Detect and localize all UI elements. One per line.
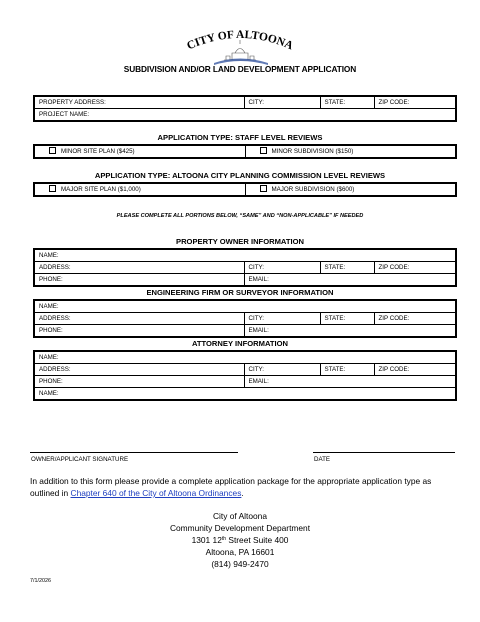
attorney-section-title: ATTORNEY INFORMATION (191, 339, 289, 348)
engineer-section-title: ENGINEERING FIRM OR SURVEYOR INFORMATION (146, 288, 334, 297)
checkbox-icon[interactable] (260, 185, 267, 192)
attorney-zip-field[interactable]: ZIP CODE: (374, 364, 456, 376)
owner-email-field[interactable]: EMAIL: (244, 274, 456, 287)
engineer-state-field[interactable]: STATE: (320, 313, 374, 325)
project-name-field[interactable]: PROJECT NAME: (34, 109, 456, 122)
checkbox-icon[interactable] (49, 185, 56, 192)
attorney-name-field[interactable]: NAME: (34, 351, 456, 364)
attorney-second-name-field[interactable]: NAME: (34, 388, 456, 401)
attorney-table (33, 350, 457, 401)
engineer-address-field[interactable]: ADDRESS: (34, 313, 244, 325)
engineer-phone-field[interactable]: PHONE: (34, 325, 244, 338)
owner-section-title: PROPERTY OWNER INFORMATION (176, 237, 304, 246)
engineer-name-field[interactable]: NAME: (34, 300, 456, 313)
city-logo-graphic (180, 20, 300, 70)
major-subdivision-option[interactable]: MAJOR SUBDIVISION ($600) (245, 183, 456, 196)
engineer-zip-field[interactable]: ZIP CODE: (374, 313, 456, 325)
attorney-email-field[interactable]: EMAIL: (244, 376, 456, 388)
engineer-table (33, 299, 457, 338)
document-title: SUBDIVISION AND/OR LAND DEVELOPMENT APPLICATION (123, 64, 357, 74)
state-field[interactable]: STATE: (320, 96, 374, 109)
logo-text: CITY OF ALTOONA (185, 28, 295, 53)
commission-review-title: APPLICATION TYPE: ALTOONA CITY PLANNING COMMISSION LEVEL REVIEWS (94, 171, 386, 180)
instruction-text: PLEASE COMPLETE ALL PORTIONS BELOW, “SAME” AND “NON-APPLICABLE” IF NEEDED (116, 213, 364, 219)
owner-city-field[interactable]: CITY: (244, 262, 320, 274)
owner-state-field[interactable]: STATE: (320, 262, 374, 274)
engineer-city-field[interactable]: CITY: (244, 313, 320, 325)
owner-zip-field[interactable]: ZIP CODE: (374, 262, 456, 274)
city-logo (180, 20, 300, 70)
attorney-city-field[interactable]: CITY: (244, 364, 320, 376)
instructions-paragraph: In addition to this form please provide a complete application package for the appropriate application type as outlined in Chapter 640 of the City of Altoona Ordinances. (30, 476, 432, 498)
owner-address-field[interactable]: ADDRESS: (34, 262, 244, 274)
city-field[interactable]: CITY: (244, 96, 320, 109)
svg-text:CITY OF ALTOONA (185, 29, 295, 53)
owner-table (33, 248, 457, 287)
signature-line[interactable] (30, 452, 238, 453)
contact-address-block (0, 510, 480, 570)
checkbox-icon[interactable] (260, 147, 267, 154)
commission-review-options (33, 182, 457, 197)
address-line-4: Altoona, PA 16601 (205, 547, 275, 557)
major-site-plan-option[interactable]: MAJOR SITE PLAN ($1,000) (34, 183, 245, 196)
footer-date: 7/1/2026 (30, 578, 51, 584)
owner-phone-field[interactable]: PHONE: (34, 274, 244, 287)
attorney-phone-field[interactable]: PHONE: (34, 376, 244, 388)
date-label: DATE (314, 456, 331, 463)
attorney-state-field[interactable]: STATE: (320, 364, 374, 376)
staff-review-options (33, 144, 457, 159)
zip-field[interactable]: ZIP CODE: (374, 96, 456, 109)
minor-site-plan-option[interactable]: MINOR SITE PLAN ($425) (34, 145, 245, 158)
minor-subdivision-option[interactable]: MINOR SUBDIVISION ($150) (245, 145, 456, 158)
property-address-field[interactable]: PROPERTY ADDRESS: (34, 96, 244, 109)
address-line-5: (814) 949-2470 (211, 559, 269, 569)
owner-name-field[interactable]: NAME: (34, 249, 456, 262)
signature-label: OWNER/APPLICANT SIGNATURE (31, 456, 129, 463)
date-line[interactable] (313, 452, 455, 453)
engineer-email-field[interactable]: EMAIL: (244, 325, 456, 338)
ordinance-link[interactable]: Chapter 640 of the City of Altoona Ordinances (70, 488, 242, 498)
attorney-address-field[interactable]: ADDRESS: (34, 364, 244, 376)
address-line-1: City of Altoona (212, 511, 267, 521)
checkbox-icon[interactable] (49, 147, 56, 154)
address-line-2: Community Development Department (169, 523, 311, 533)
property-info-table (33, 95, 457, 122)
staff-review-title: APPLICATION TYPE: STAFF LEVEL REVIEWS (157, 133, 323, 142)
address-line-3: 1301 12th Street Suite 400 (191, 535, 289, 545)
